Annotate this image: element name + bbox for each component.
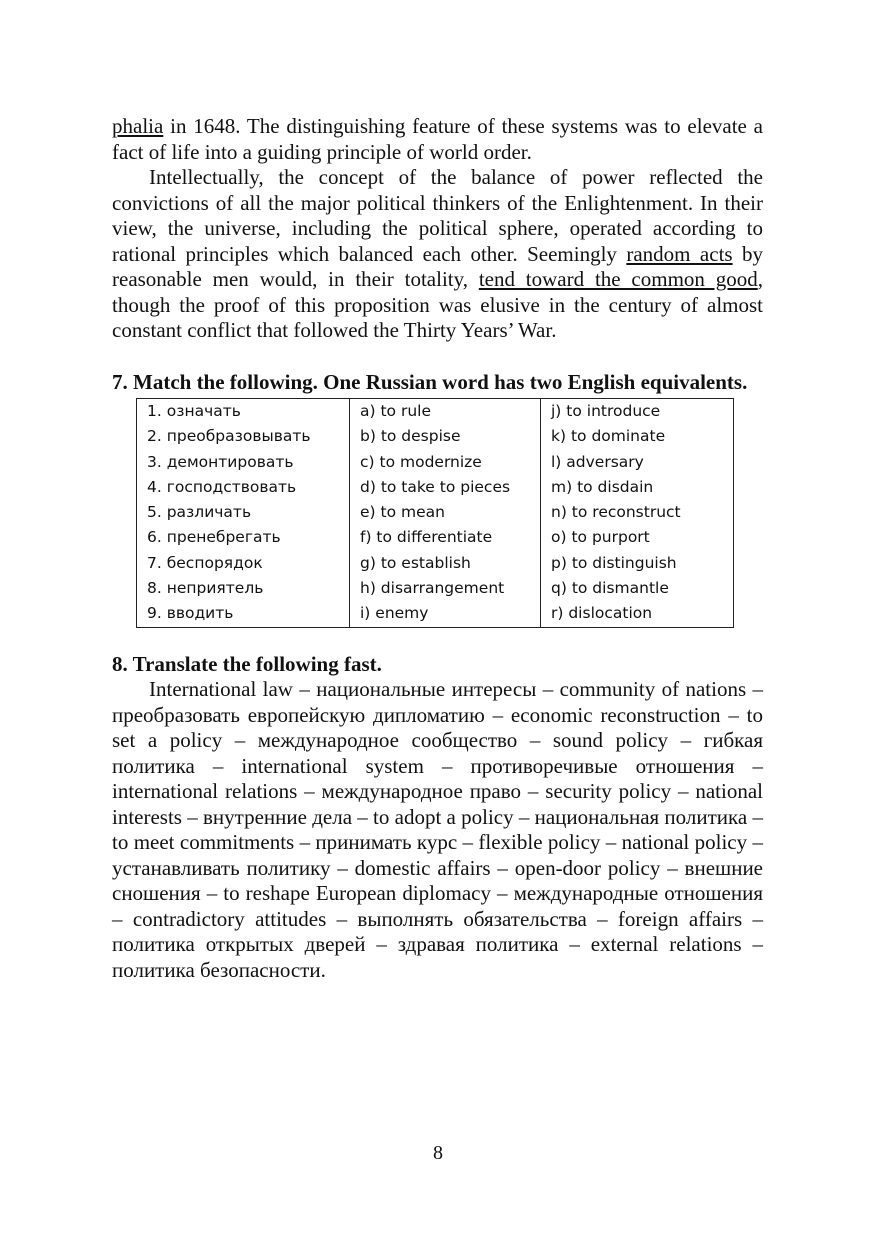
table-cell-english-option-j-r: q) to dismantle — [541, 576, 734, 601]
table-cell-english-option-a-i: g) to establish — [350, 551, 541, 576]
table-row — [137, 576, 734, 601]
table-cell-english-option-j-r: l) adversary — [541, 450, 734, 475]
paragraph-text: in 1648. The distinguishing feature of these systems was to elevate a fact of life into a guiding principle of world order. — [112, 114, 763, 164]
underlined-term-random-acts: random acts — [626, 241, 733, 266]
paragraph-continuation — [112, 114, 763, 165]
table-cell-english-option-a-i: b) to despise — [350, 424, 541, 449]
exercise-8-heading: 8. Translate the following fast. — [112, 651, 382, 676]
table-row — [137, 475, 734, 500]
table-row — [137, 601, 734, 627]
table-cell-english-option-j-r: k) to dominate — [541, 424, 734, 449]
table-cell-russian-word: 7. беспорядок — [137, 551, 350, 576]
table-cell-english-option-a-i: e) to mean — [350, 500, 541, 525]
matching-table-body — [137, 399, 734, 628]
table-cell-russian-word: 6. пренебрегать — [137, 525, 350, 550]
table-cell-russian-word: 5. различать — [137, 500, 350, 525]
table-cell-english-option-j-r: n) to reconstruct — [541, 500, 734, 525]
table-row — [137, 450, 734, 475]
table-cell-english-option-j-r: p) to distinguish — [541, 551, 734, 576]
page-body — [112, 114, 763, 983]
table-cell-english-option-j-r: m) to disdain — [541, 475, 734, 500]
table-row — [137, 551, 734, 576]
table-row — [137, 525, 734, 550]
matching-table — [136, 398, 734, 628]
table-cell-english-option-a-i: i) enemy — [350, 601, 541, 627]
table-cell-english-option-a-i: d) to take to pieces — [350, 475, 541, 500]
table-cell-english-option-a-i: c) to modernize — [350, 450, 541, 475]
underlined-term-common-good: tend toward the common good — [478, 267, 758, 291]
page-number: 8 — [433, 1142, 443, 1164]
table-cell-english-option-a-i: a) to rule — [350, 399, 541, 425]
table-row — [137, 500, 734, 525]
paragraph-text: by reasonable men would, in their totality, — [112, 241, 763, 291]
table-cell-english-option-j-r: j) to introduce — [541, 399, 734, 425]
table-cell-russian-word: 3. демонтировать — [137, 450, 350, 475]
table-cell-russian-word: 8. неприятель — [137, 576, 350, 601]
table-cell-russian-word: 9. вводить — [137, 601, 350, 627]
table-cell-russian-word: 4. господствовать — [137, 475, 350, 500]
exercise-8-text: International law – национальные интересы – community of nations – преобразовать европейскую дипломатию – economic reconstruction – to set a policy – международное сообщество – sound policy – гибкая политика – international system – противоречивые отношения – international relations – международное право – security policy – national interests – внутренние дела – to adopt a policy – национальная политика – to meet commitments – принимать курс – flexible policy – national policy – устанавливать политику – domestic affairs – open-door policy – внешние сношения – to reshape European diplomacy – международные отношения – contradictory attitudes – выполнять обязательства – foreign affairs – политика открытых дверей – здравая политика – external relations – политика безопасности. — [112, 677, 763, 982]
underlined-term-phalia: phalia — [112, 114, 164, 138]
paragraph-balance-of-power — [112, 165, 763, 344]
table-cell-russian-word: 1. означать — [137, 399, 350, 425]
paragraph-text: Intellectually, the concept of the balance of power reflected the convictions of all the major political thinkers of the Enlightenment. In their view, the universe, including the political sphere, operated according to rational principles which balanced each other. Seemingly — [112, 165, 763, 266]
table-row — [137, 399, 734, 425]
table-cell-english-option-j-r: o) to purport — [541, 525, 734, 550]
exercise-7-heading: 7. Match the following. One Russian word has two English equivalents. — [112, 369, 748, 394]
table-cell-russian-word: 2. преобразовывать — [137, 424, 350, 449]
table-row — [137, 424, 734, 449]
table-cell-english-option-a-i: h) disarrangement — [350, 576, 541, 601]
table-cell-english-option-a-i: f) to differentiate — [350, 525, 541, 550]
paragraph-text: , though the proof of this proposition was elusive in the century of almost constant conflict that followed the Thirty Years’ War. — [112, 267, 763, 342]
table-cell-english-option-j-r: r) dislocation — [541, 601, 734, 627]
